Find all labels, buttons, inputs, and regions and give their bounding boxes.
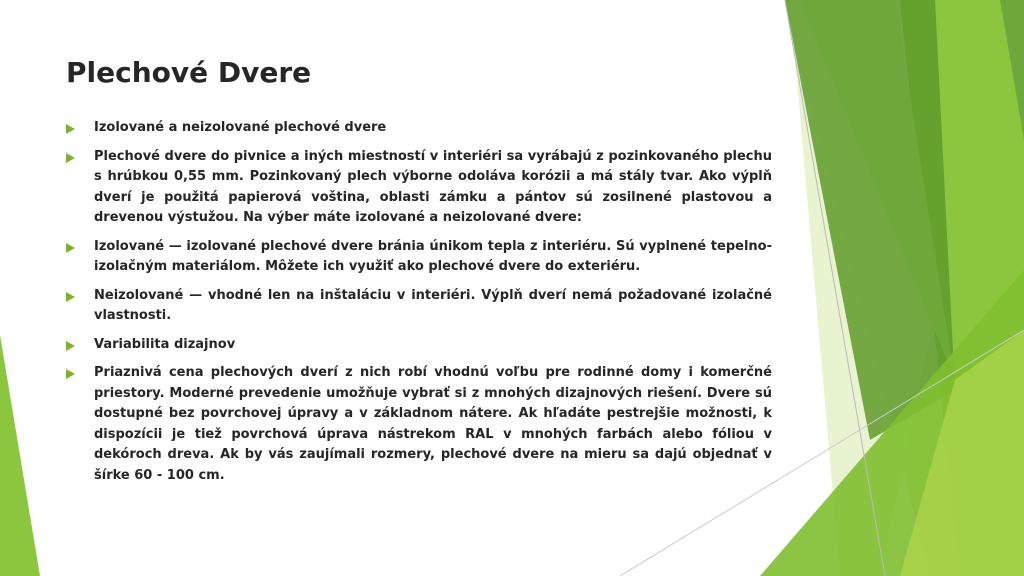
bullet-text: Neizolované — vhodné len na inštaláciu v interiéri. Výplň dverí nemá požadované izolačné vlastnosti. (94, 287, 772, 323)
bullet-text: Izolované — izolované plechové dvere bránia únikom tepla z interiéru. Sú vyplnené tepelno-izolačným materiálom. Môžete ich využiť ako plechové dvere do exteriéru. (94, 238, 772, 274)
triangle-bullet-icon (66, 153, 75, 163)
list-item (66, 237, 772, 278)
triangle-bullet-icon (66, 243, 75, 253)
triangle-bullet-icon (66, 124, 75, 134)
bullet-text: Plechové dvere do pivnice a iných miestností v interiéri sa vyrábajú z pozinkovaného plechu s hrúbkou 0,55 mm. Pozinkovaný plech výborne odoláva korózii a má stály tvar. Ako výplň dverí je použitá papierová voština, oblasti zámku a pántov sú zosilnené plastovou a drevenou výstužou. Na výber máte izolované a neizolované dvere: (94, 148, 772, 225)
triangle-bullet-icon (66, 292, 75, 302)
bullet-text: Variabilita dizajnov (94, 336, 236, 352)
bullet-text: Izolované a neizolované plechové dvere (94, 120, 387, 135)
bullet-text: Priaznivá cena plechových dverí z nich robí vhodnú voľbu pre rodinné domy i komerčné priestory. Moderné prevedenie umožňuje vybrať si z mnohých dizajnových riešení. Dvere sú dostupné bez povrchovej úpravy a v základnom nátere. Ak hľadáte pestrejšie možnosti, k dispozícii je tiež povrchová úprava nástrekom RAL v mnohých farbách alebo fóliou v dekóroch dreva. Ak by vás zaujímali rozmery, plechové dvere na mieru sa dajú objednať v šírke 60 - 100 cm. (94, 365, 772, 483)
page-title: Plechové Dvere (66, 56, 312, 89)
list-item (66, 118, 772, 139)
list-item (66, 363, 772, 486)
triangle-bullet-icon (66, 369, 75, 379)
bullet-list (66, 118, 772, 494)
triangle-bullet-icon (66, 341, 75, 351)
list-item (66, 335, 772, 356)
list-item (66, 286, 772, 327)
list-item (66, 147, 772, 229)
left-green-sliver (0, 335, 40, 576)
